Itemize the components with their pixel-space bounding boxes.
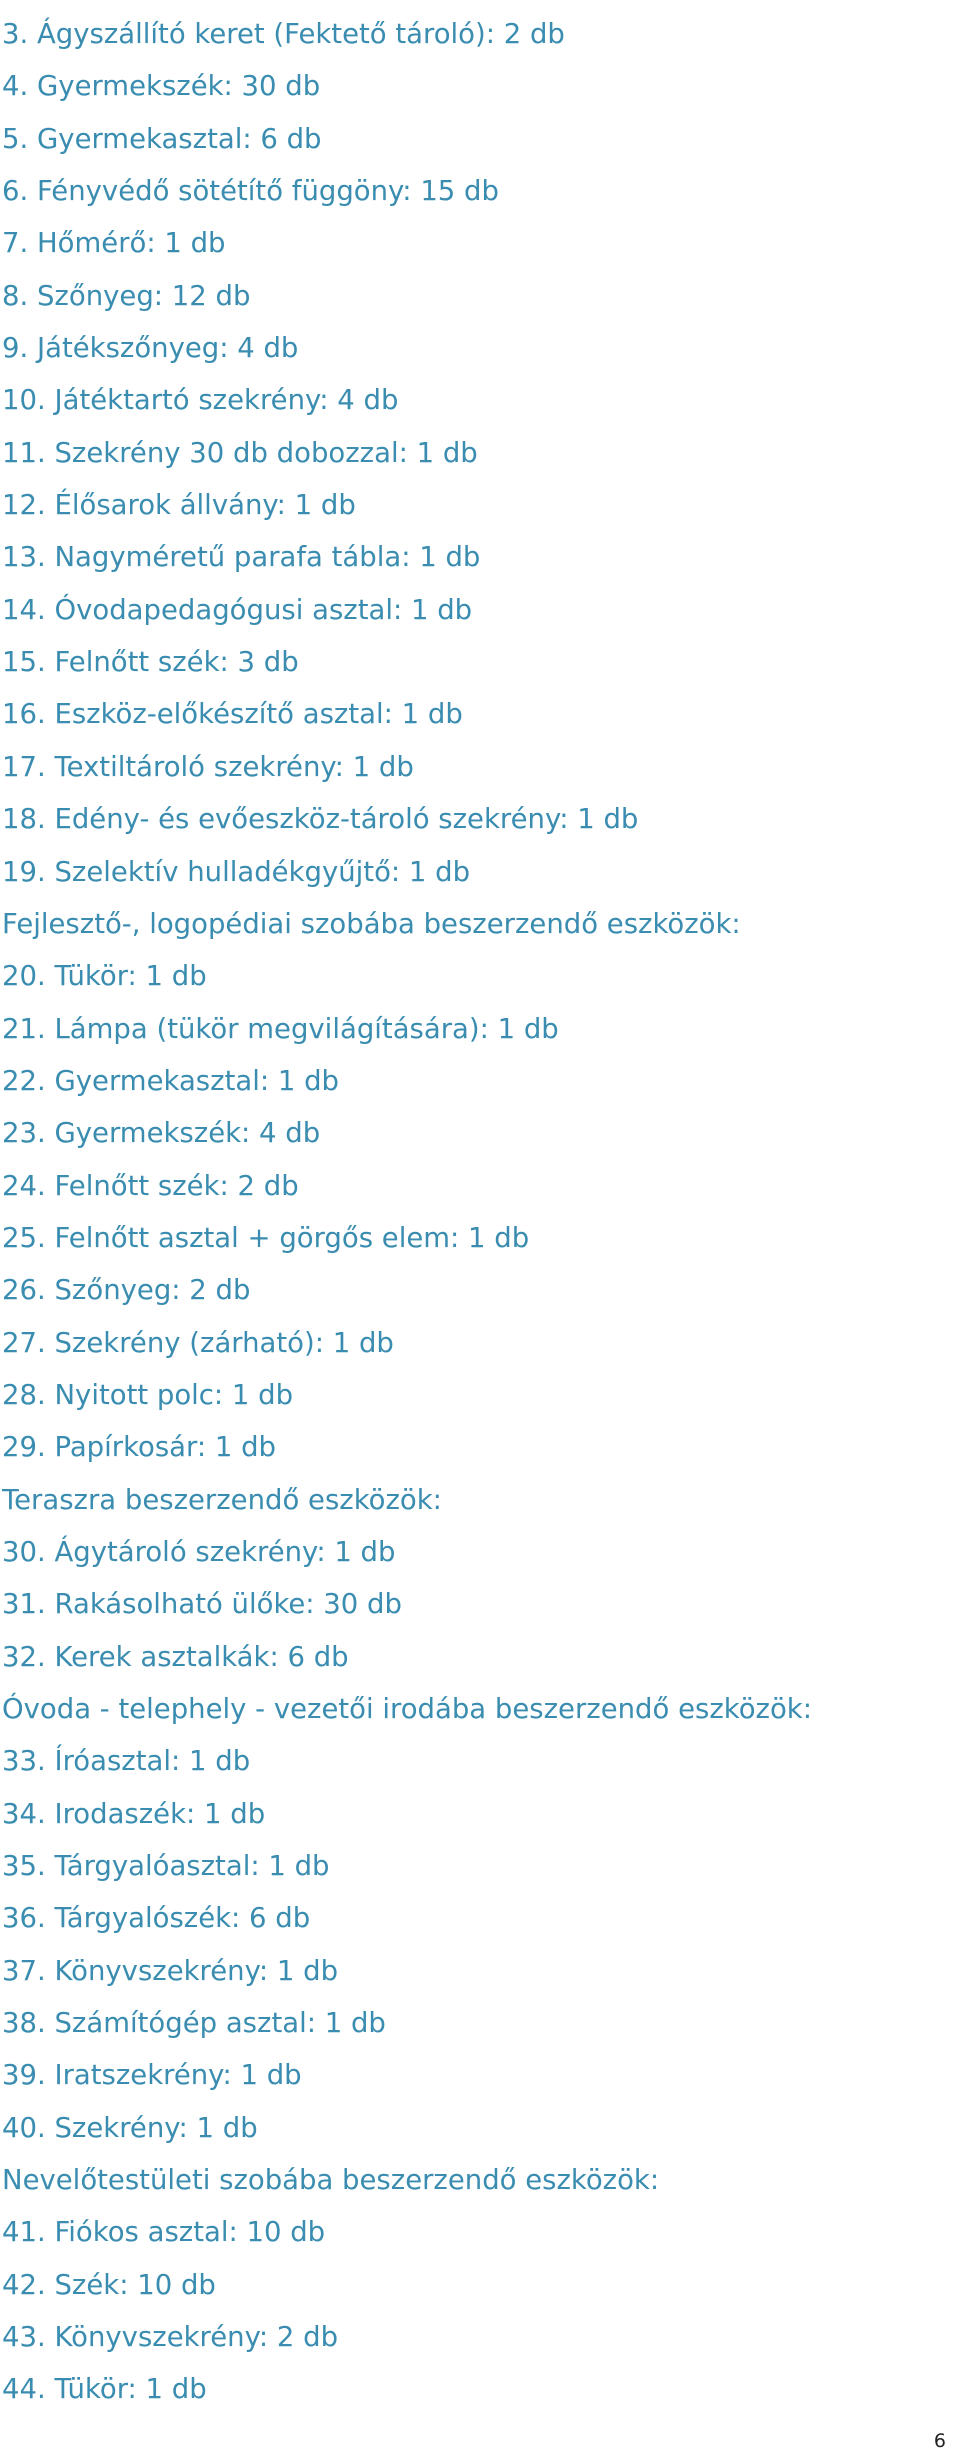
list-item: 35. Tárgyalóasztal: 1 db [2,1850,330,1883]
list-item: 14. Óvodapedagógusi asztal: 1 db [2,593,473,626]
list-item: 40. Szekrény: 1 db [2,2111,258,2144]
list-item: 25. Felnőtt asztal + görgős elem: 1 db [2,1221,530,1254]
page-number: 6 [933,2430,946,2452]
list-item: 15. Felnőtt szék: 3 db [2,646,299,679]
list-item: 27. Szekrény (zárható): 1 db [2,1326,394,1359]
list-item: 33. Íróasztal: 1 db [2,1745,251,1778]
section-heading: Fejlesztő-, logopédiai szobába beszerzendő eszközök: [2,907,741,940]
document-body [0,8,960,2416]
list-item: 20. Tükör: 1 db [2,960,207,993]
section-heading: Óvoda - telephely - vezetői irodába beszerzendő eszközök: [2,1693,812,1725]
list-item: 9. Játékszőnyeg: 4 db [2,332,299,365]
list-item: 7. Hőmérő: 1 db [2,227,226,260]
list-item: 16. Eszköz-előkészítő asztal: 1 db [2,698,463,731]
list-item: 44. Tükör: 1 db [2,2373,207,2406]
list-item: 39. Iratszekrény: 1 db [2,2059,302,2092]
list-item: 5. Gyermekasztal: 6 db [2,122,322,155]
list-item: 43. Könyvszekrény: 2 db [2,2321,339,2354]
list-item: 22. Gyermekasztal: 1 db [2,1064,339,1097]
list-item: 17. Textiltároló szekrény: 1 db [2,750,414,783]
list-item: 23. Gyermekszék: 4 db [2,1117,321,1150]
list-item: 36. Tárgyalószék: 6 db [2,1902,311,1935]
section-heading: Nevelőtestületi szobába beszerzendő eszközök: [2,2164,660,2197]
list-item: 8. Szőnyeg: 12 db [2,279,251,312]
list-item: 6. Fényvédő sötétítő függöny: 15 db [2,175,499,208]
list-item: 13. Nagyméretű parafa tábla: 1 db [2,541,481,574]
list-item: 12. Élősarok állvány: 1 db [2,489,356,522]
list-item: 4. Gyermekszék: 30 db [2,70,321,103]
list-item: 32. Kerek asztalkák: 6 db [2,1640,349,1673]
list-item: 24. Felnőtt szék: 2 db [2,1169,299,1202]
list-item: 37. Könyvszekrény: 1 db [2,1954,339,1987]
list-item: 11. Szekrény 30 db dobozzal: 1 db [2,436,478,469]
list-item: 28. Nyitott polc: 1 db [2,1378,294,1411]
list-item: 29. Papírkosár: 1 db [2,1431,277,1464]
list-item: 10. Játéktartó szekrény: 4 db [2,384,399,417]
list-item: 31. Rakásolható ülőke: 30 db [2,1588,402,1621]
list-item: 26. Szőnyeg: 2 db [2,1274,251,1307]
list-item: 42. Szék: 10 db [2,2268,216,2301]
list-item: 18. Edény- és evőeszköz-tároló szekrény: 1 db [2,803,639,836]
list-item: 30. Ágytároló szekrény: 1 db [2,1535,396,1568]
list-item: 21. Lámpa (tükör megvilágítására): 1 db [2,1012,559,1045]
list-item: 38. Számítógép asztal: 1 db [2,2007,386,2040]
section-heading: Teraszra beszerzendő eszközök: [2,1483,442,1516]
list-item: 41. Fiókos asztal: 10 db [2,2216,326,2249]
list-item: 34. Irodaszék: 1 db [2,1797,266,1830]
list-item: 19. Szelektív hulladékgyűjtő: 1 db [2,855,471,888]
list-item: 3. Ágyszállító keret (Fektető tároló): 2 db [2,18,565,50]
